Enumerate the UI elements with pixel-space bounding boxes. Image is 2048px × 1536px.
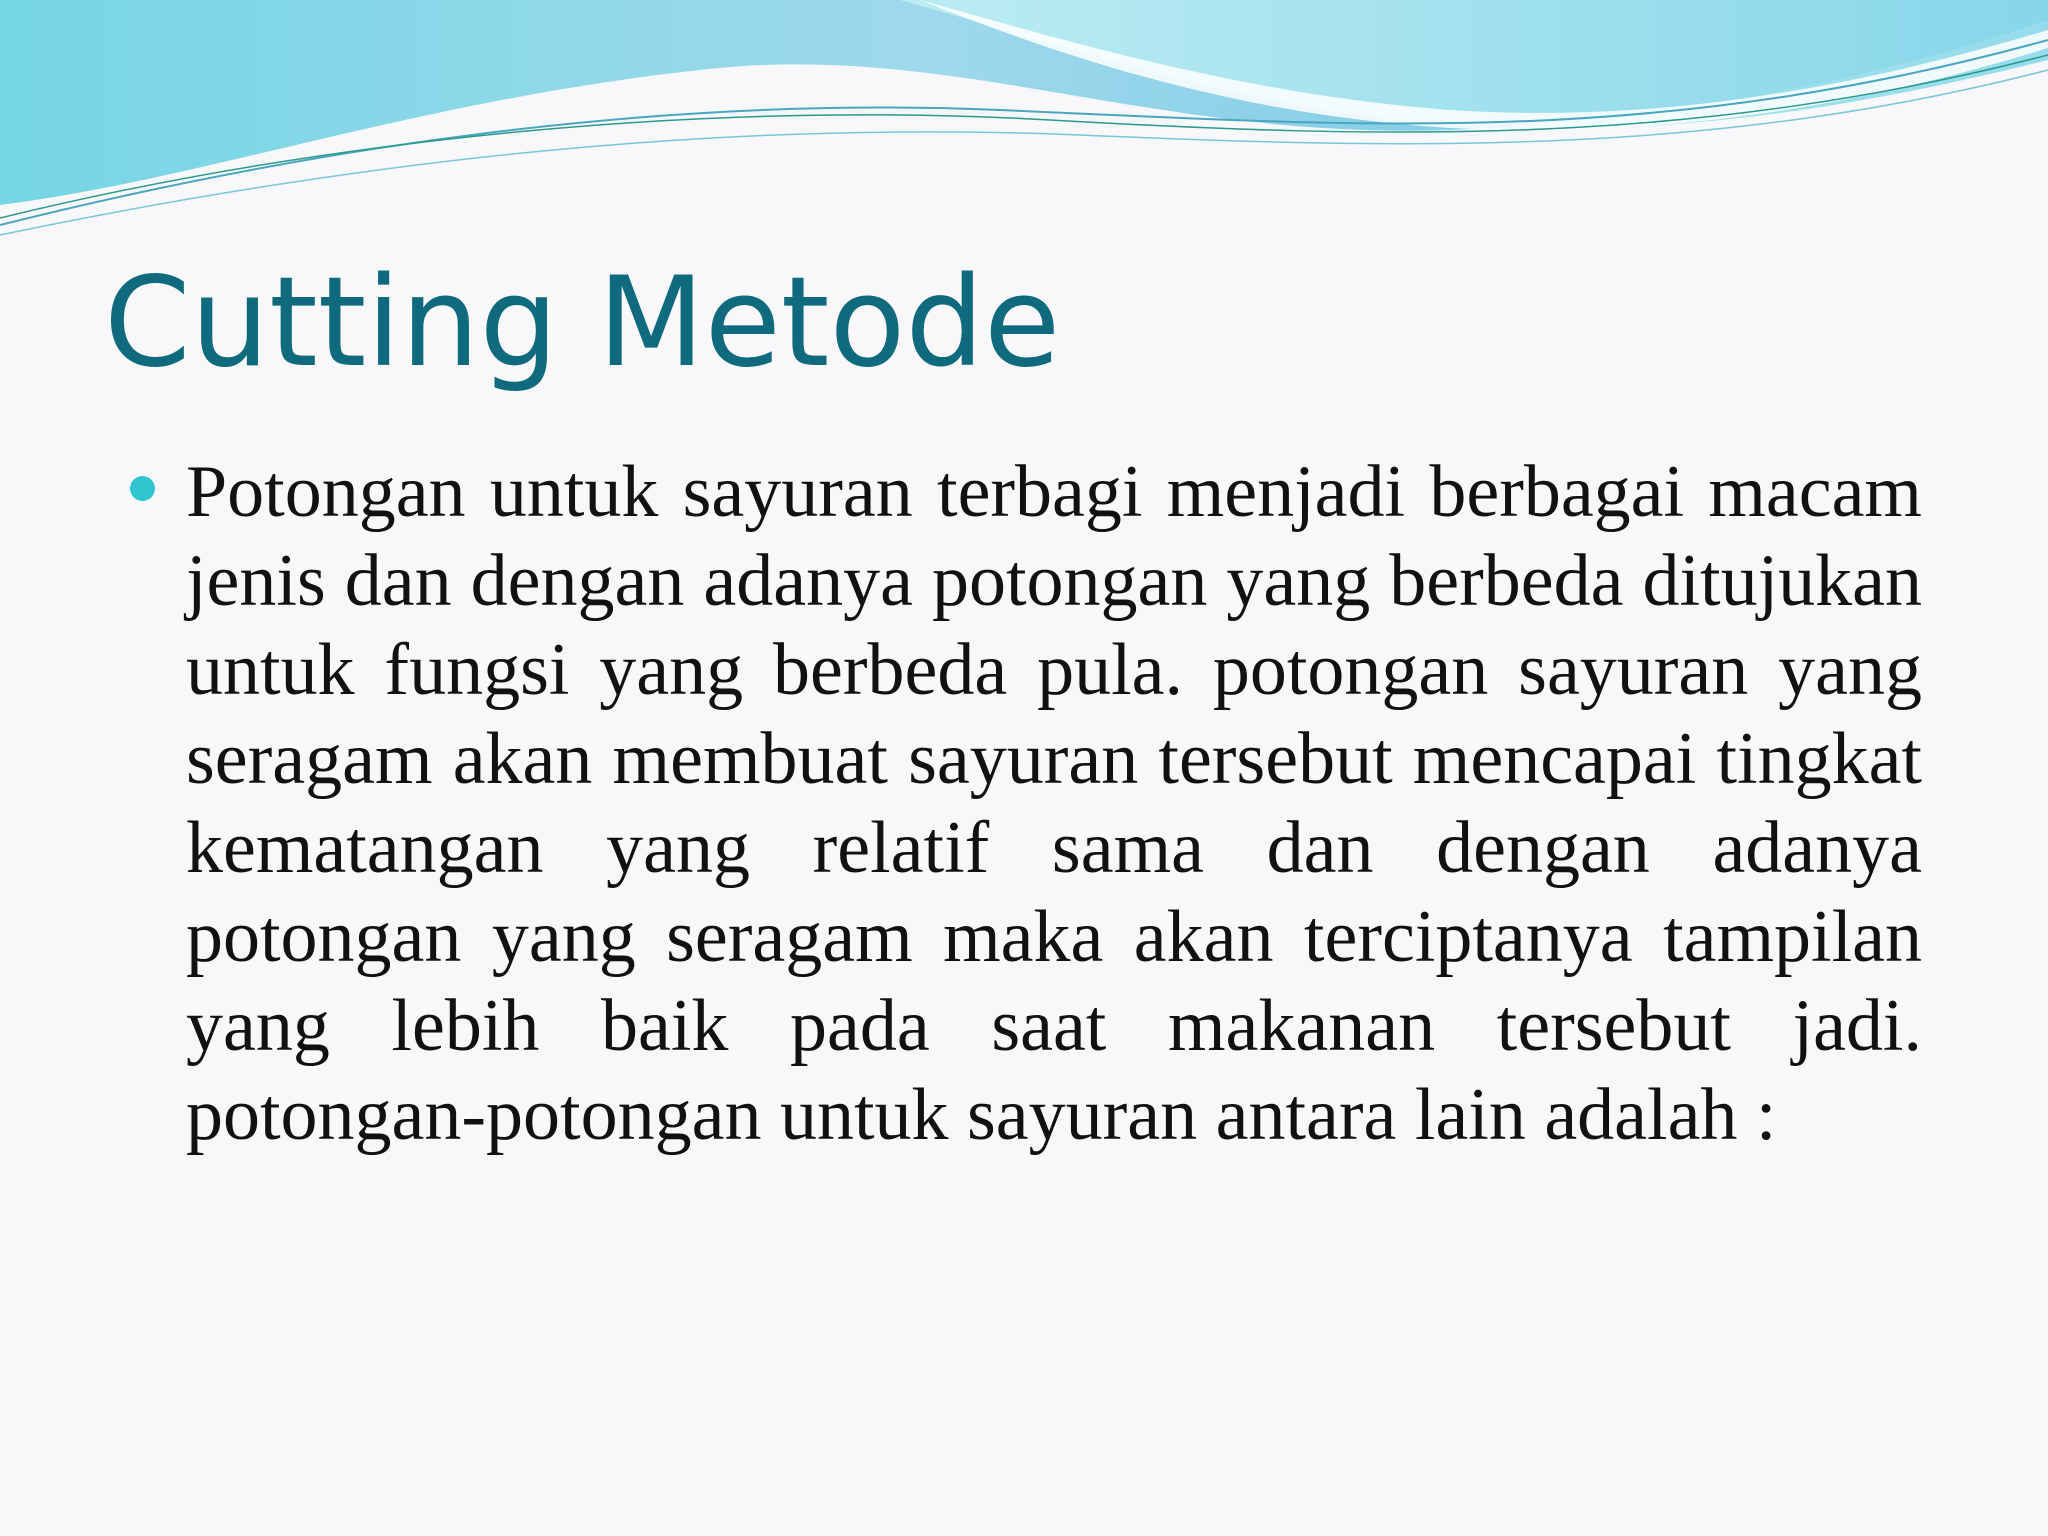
bullet-item (130, 448, 1922, 1160)
slide-title: Cutting Metode (104, 251, 1061, 395)
bullet-dot-icon (130, 476, 155, 501)
header-wave-decoration (0, 0, 2048, 260)
bullet-list (130, 448, 1922, 1160)
bullet-text: Potongan untuk sayuran terbagi menjadi berbagai macam jenis dan dengan adanya potongan yang berbeda ditujukan untuk fungsi yang berbeda pula. potongan sayuran yang seragam akan membuat sayuran tersebut mencapai tingkat kematangan yang relatif sama dan dengan adanya potongan yang seragam maka akan terciptanya tampilan yang lebih baik pada saat makanan tersebut jadi. potongan-potongan untuk sayuran antara lain adalah : (186, 451, 1922, 1156)
